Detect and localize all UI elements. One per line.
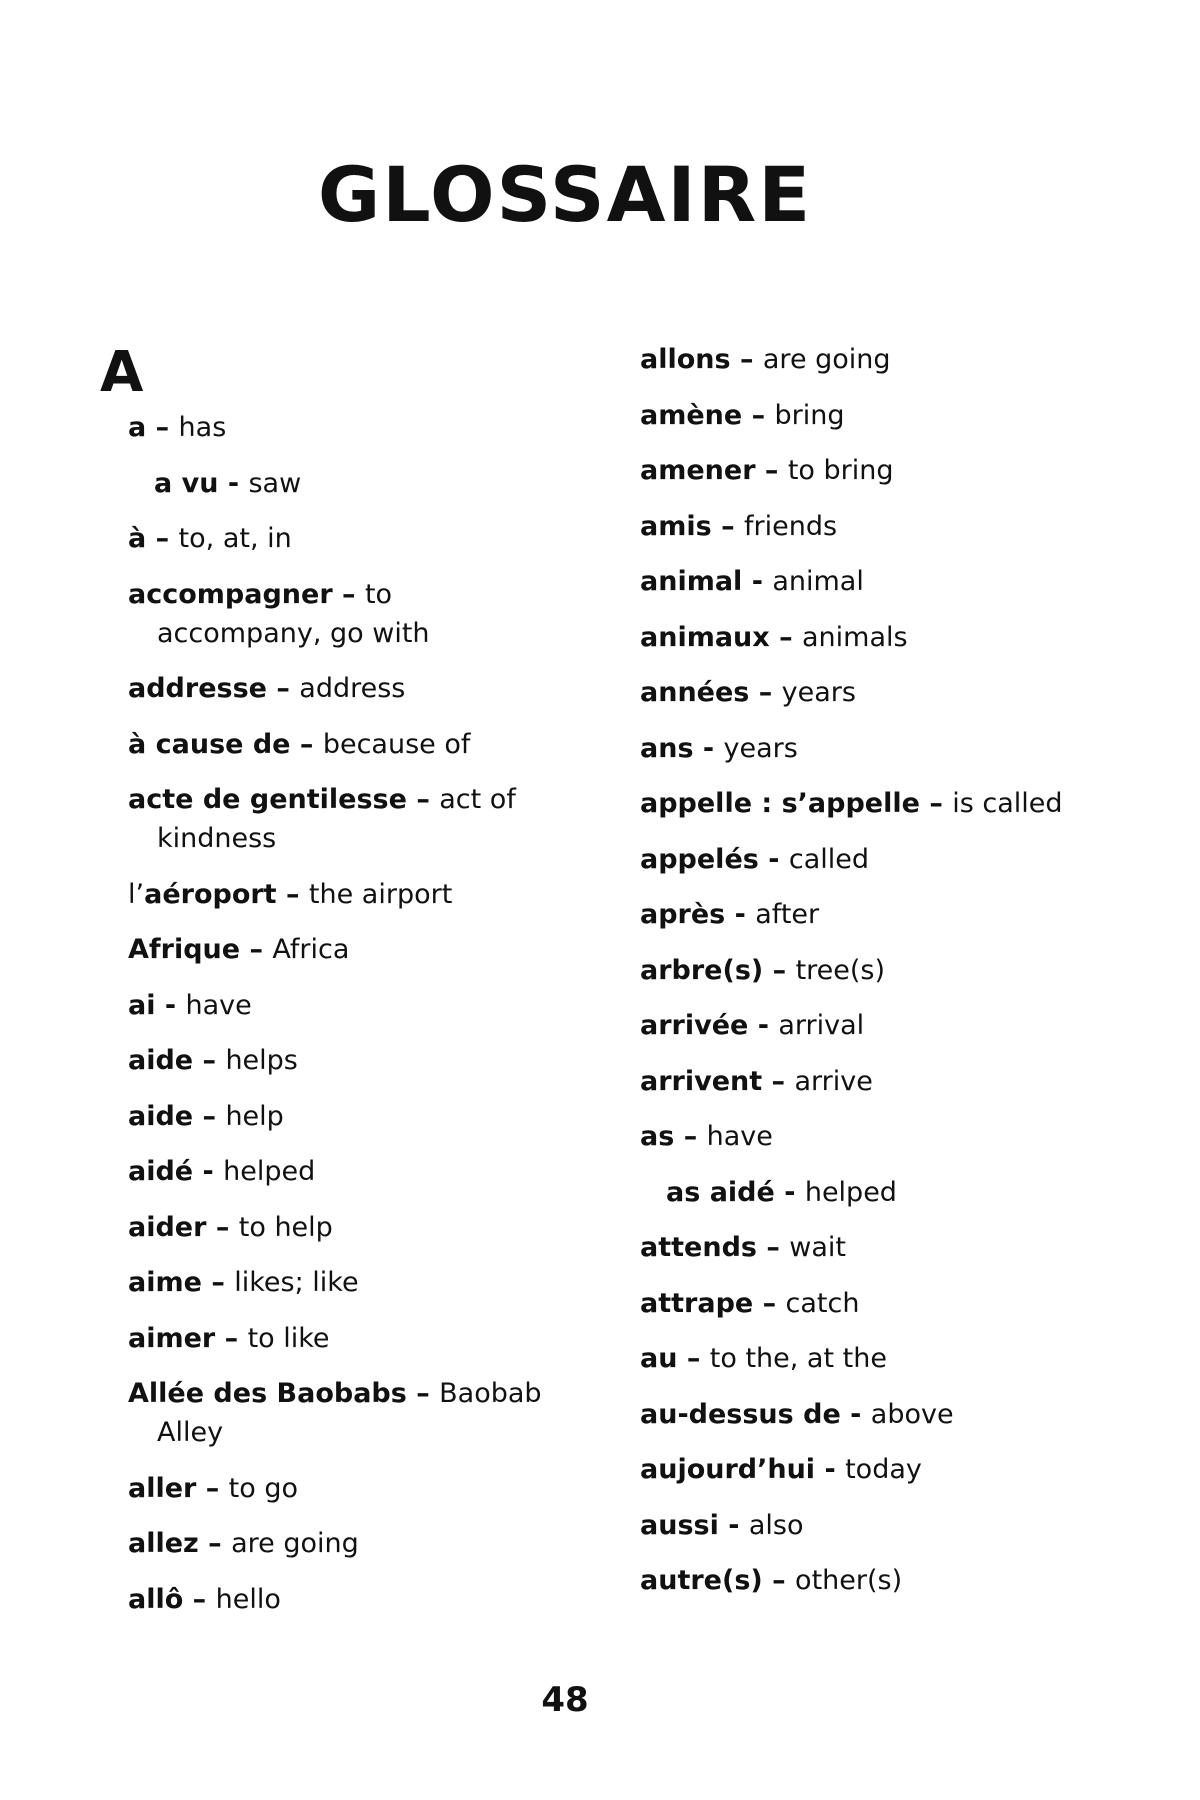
entry-term: au-dessus de — [640, 1398, 841, 1430]
glossary-entry — [640, 673, 1080, 712]
glossary-entry — [128, 986, 548, 1025]
entry-separator: - — [193, 1156, 224, 1187]
entry-definition: helps — [225, 1045, 298, 1076]
entry-separator: – — [406, 784, 440, 815]
entry-definition: address — [299, 673, 406, 704]
entry-term: animaux — [640, 621, 770, 653]
glossary-entry — [640, 618, 1080, 657]
entry-term: aimer — [128, 1322, 216, 1354]
entry-definition: wait — [789, 1232, 846, 1263]
entry-separator: – — [146, 523, 179, 554]
entry-separator: – — [215, 1322, 248, 1354]
entry-separator: – — [749, 677, 782, 708]
entry-separator: - — [815, 1454, 846, 1485]
glossary-entry — [640, 1450, 1080, 1489]
glossary-entry — [128, 1469, 548, 1508]
entry-definition: to help — [238, 1211, 333, 1243]
glossary-entry — [128, 1097, 548, 1136]
entry-term: ai — [128, 989, 156, 1021]
entry-article: l’ — [128, 878, 145, 910]
glossary-entry — [128, 1152, 548, 1191]
entry-separator: – — [756, 1232, 790, 1263]
entry-definition: years — [723, 732, 798, 764]
entry-separator: – — [677, 1343, 710, 1374]
entry-separator: – — [276, 878, 309, 910]
entry-definition: above — [870, 1398, 954, 1430]
entry-separator: – — [201, 1267, 235, 1298]
entry-term: as — [640, 1121, 675, 1152]
entry-term: amène — [640, 399, 743, 431]
entry-separator: – — [193, 1100, 226, 1132]
entry-separator: – — [763, 954, 796, 986]
glossary-entry — [640, 340, 1080, 379]
entry-separator: – — [674, 1121, 707, 1152]
glossary-entry — [640, 507, 1080, 546]
entry-definition: after — [755, 899, 820, 930]
entry-definition: animals — [802, 621, 908, 653]
glossary-entry — [640, 951, 1080, 990]
entry-definition: today — [845, 1454, 922, 1485]
entry-term: addresse — [128, 673, 267, 704]
entry-definition: to the, at the — [709, 1343, 887, 1374]
entry-definition: tree(s) — [795, 954, 886, 986]
entry-term: à — [128, 523, 147, 554]
entry-term: après — [640, 899, 726, 930]
entry-definition: likes; like — [234, 1267, 359, 1298]
entry-separator: - — [774, 1176, 805, 1208]
entry-term: au — [640, 1343, 678, 1374]
entry-definition: arrival — [778, 1010, 865, 1041]
entry-term: aime — [128, 1267, 202, 1298]
glossary-entry — [128, 1580, 548, 1619]
glossary-entry — [640, 729, 1080, 768]
glossary-column-right — [640, 340, 1080, 1617]
entry-definition: to bring — [787, 455, 894, 486]
glossary-entry — [640, 1228, 1080, 1267]
page-title: GLOSSAIRE — [317, 150, 813, 239]
entry-separator: – — [730, 344, 763, 375]
entry-separator: – — [332, 578, 365, 610]
entry-separator: – — [762, 1565, 796, 1596]
entry-definition: is called — [952, 788, 1063, 819]
entry-term: aide — [128, 1100, 194, 1132]
entry-term: a vu — [154, 467, 219, 499]
entry-term: attrape — [640, 1287, 754, 1319]
glossary-entry — [640, 1395, 1080, 1434]
entry-definition: have — [706, 1121, 773, 1152]
entry-separator: - — [758, 843, 789, 875]
glossary-entry — [128, 1208, 548, 1247]
entry-separator: – — [769, 621, 802, 653]
entry-separator: – — [240, 934, 273, 965]
entry-term: aller — [128, 1472, 197, 1504]
entry-separator: – — [193, 1045, 226, 1076]
entry-definition: are going — [231, 1528, 359, 1559]
glossary-entry — [640, 1062, 1080, 1101]
glossary-entry — [128, 1524, 548, 1563]
glossary-entry — [128, 725, 548, 764]
glossary-entry — [640, 396, 1080, 435]
entry-separator: – — [753, 1287, 786, 1319]
entry-term: appelés — [640, 843, 759, 875]
entry-definition: Africa — [272, 934, 350, 965]
entry-term: aider — [128, 1211, 207, 1243]
glossary-entry — [640, 895, 1080, 934]
entry-definition: have — [185, 989, 252, 1021]
entry-separator: - — [840, 1398, 871, 1430]
entry-separator: – — [762, 1065, 795, 1097]
entry-definition: animal — [772, 566, 864, 597]
entry-term: allons — [640, 344, 731, 375]
entry-separator: – — [711, 510, 744, 542]
glossary-entry — [128, 1374, 548, 1452]
entry-separator: – — [183, 1583, 216, 1615]
entry-separator: - — [693, 732, 724, 764]
entry-definition: Baobab Alley — [157, 1378, 542, 1448]
entry-term: à cause de — [128, 728, 291, 760]
entry-definition: act of kindness — [157, 784, 516, 854]
glossary-entry — [640, 784, 1080, 823]
entry-term: aide — [128, 1045, 194, 1076]
entry-separator: - — [742, 566, 773, 597]
entry-term: aujourd’hui — [640, 1454, 816, 1485]
glossary-entry — [128, 408, 548, 447]
entry-term: attends — [640, 1232, 757, 1263]
entry-separator: – — [406, 1378, 440, 1409]
glossary-entry — [128, 669, 548, 708]
entry-separator: – — [290, 728, 323, 760]
entry-definition: bring — [774, 399, 845, 431]
glossary-entry — [640, 1284, 1080, 1323]
entry-separator: – — [742, 399, 775, 431]
glossary-entry — [128, 575, 548, 653]
entry-term: allô — [128, 1583, 184, 1615]
glossary-entry — [128, 930, 548, 969]
entry-definition: helped — [804, 1176, 897, 1208]
entry-term: arbre(s) — [640, 954, 764, 986]
entry-term: as aidé — [666, 1176, 775, 1208]
glossary-entry — [128, 1041, 548, 1080]
glossary-entry — [640, 1006, 1080, 1045]
entry-separator: – — [919, 788, 953, 819]
entry-definition: catch — [785, 1287, 860, 1319]
entry-separator: – — [198, 1528, 232, 1559]
entry-term: autre(s) — [640, 1565, 763, 1596]
section-letter: A — [100, 340, 144, 405]
entry-definition: other(s) — [795, 1565, 903, 1596]
glossary-entry — [128, 875, 548, 914]
entry-definition: to go — [228, 1472, 299, 1504]
entry-separator: – — [196, 1472, 229, 1504]
glossary-entry — [128, 464, 548, 503]
entry-term: a — [128, 412, 147, 443]
entry-definition: also — [748, 1509, 804, 1541]
glossary-entry — [640, 1561, 1080, 1600]
entry-term: arrivent — [640, 1065, 763, 1097]
entry-term: aussi — [640, 1509, 719, 1541]
entry-definition: saw — [248, 467, 302, 499]
entry-term: Afrique — [128, 934, 241, 965]
entry-definition: the airport — [308, 878, 453, 910]
entry-definition: to like — [247, 1322, 330, 1354]
entry-term: appelle : s’appelle — [640, 788, 920, 819]
entry-term: amis — [640, 510, 712, 542]
glossary-entry — [128, 780, 548, 858]
entry-term: accompagner — [128, 578, 333, 610]
entry-term: acte de gentilesse — [128, 784, 407, 815]
glossary-entry — [640, 1117, 1080, 1156]
entry-definition: help — [225, 1100, 284, 1132]
glossary-entry — [640, 451, 1080, 490]
entry-definition: are going — [762, 344, 891, 375]
glossary-column-left — [128, 408, 548, 1635]
page-number: 48 — [541, 1680, 589, 1720]
entry-separator: - — [218, 467, 249, 499]
entry-separator: – — [755, 455, 788, 486]
entry-term: amener — [640, 455, 756, 486]
entry-definition: years — [781, 677, 856, 708]
entry-term: arrivée — [640, 1010, 749, 1041]
entry-definition: to, at, in — [178, 523, 292, 554]
entry-separator: - — [718, 1509, 749, 1541]
entry-separator: - — [725, 899, 756, 930]
entry-term: allez — [128, 1528, 199, 1559]
entry-separator: - — [155, 989, 186, 1021]
glossary-entry — [128, 1319, 548, 1358]
entry-separator: – — [206, 1211, 239, 1243]
entry-definition: has — [178, 412, 227, 443]
entry-definition: arrive — [794, 1065, 873, 1097]
entry-definition: hello — [215, 1583, 281, 1615]
glossary-entry — [640, 840, 1080, 879]
glossary-entry — [128, 1263, 548, 1302]
glossary-entry — [640, 1173, 1080, 1212]
entry-term: animal — [640, 566, 743, 597]
entry-definition: friends — [744, 510, 838, 542]
glossary-entry — [640, 1339, 1080, 1378]
glossary-entry — [128, 519, 548, 558]
entry-separator: – — [266, 673, 300, 704]
entry-term: ans — [640, 732, 694, 764]
entry-term: Allée des Baobabs — [128, 1378, 407, 1409]
entry-term: années — [640, 677, 750, 708]
glossary-entry — [640, 1506, 1080, 1545]
entry-term: aidé — [128, 1156, 194, 1187]
entry-term: aéroport — [144, 878, 277, 910]
entry-definition: helped — [223, 1156, 316, 1187]
entry-separator: - — [748, 1010, 779, 1041]
entry-definition: because of — [322, 728, 471, 760]
entry-separator: – — [146, 412, 179, 443]
entry-definition: to accompany, go with — [157, 578, 430, 649]
entry-definition: called — [788, 843, 869, 875]
glossary-entry — [640, 562, 1080, 601]
